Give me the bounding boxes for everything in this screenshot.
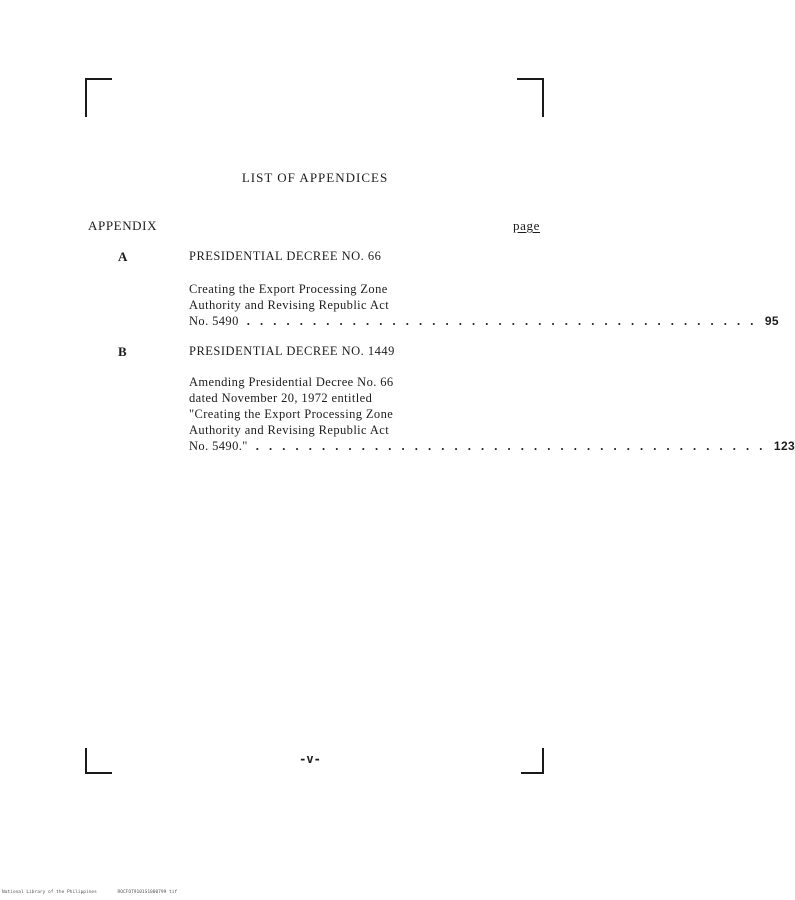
scan-footer [2,890,195,895]
page-number: 123 [773,439,795,453]
page-number: 95 [764,314,780,328]
column-header-page: page [513,218,540,233]
appendix-a-heading: PRESIDENTIAL DECREE NO. 66 [189,249,382,263]
column-header-appendix: APPENDIX [88,218,158,233]
footer-code: ROCFOT9101S1000799 tif [117,890,178,895]
description-line: Authority and Revising Republic Act [189,298,390,312]
crop-mark-top-left [85,78,112,117]
description-line: dated November 20, 1972 entitled [189,391,373,405]
description-line: No. 5490 [189,314,239,328]
page-folio: -v- [299,752,321,766]
description-line: Authority and Revising Republic Act [189,423,390,437]
description-line: Amending Presidential Decree No. 66 [189,375,394,389]
description-last-line [189,438,795,454]
dot-leader: . . . . . . . . . . . . . . . . . . . . . . . . . . . . . . . . . . . . . . . [246,314,757,328]
description-line: "Creating the Export Processing Zone [189,407,394,421]
appendix-letter-b: B [118,344,127,359]
appendix-b-heading: PRESIDENTIAL DECREE NO. 1449 [189,344,395,358]
appendix-letter-a: A [118,249,128,264]
appendix-b-description [189,374,795,454]
description-last-line [189,313,780,329]
description-line: Creating the Export Processing Zone [189,282,388,296]
crop-mark-top-right [517,78,544,117]
footer-library: National Library of the Philippines [2,890,97,895]
page-title: LIST OF APPENDICES [241,170,389,185]
appendix-a-description [189,281,780,329]
dot-leader: . . . . . . . . . . . . . . . . . . . . . . . . . . . . . . . . . . . . . . . [255,439,766,453]
description-line: No. 5490." [189,439,248,453]
